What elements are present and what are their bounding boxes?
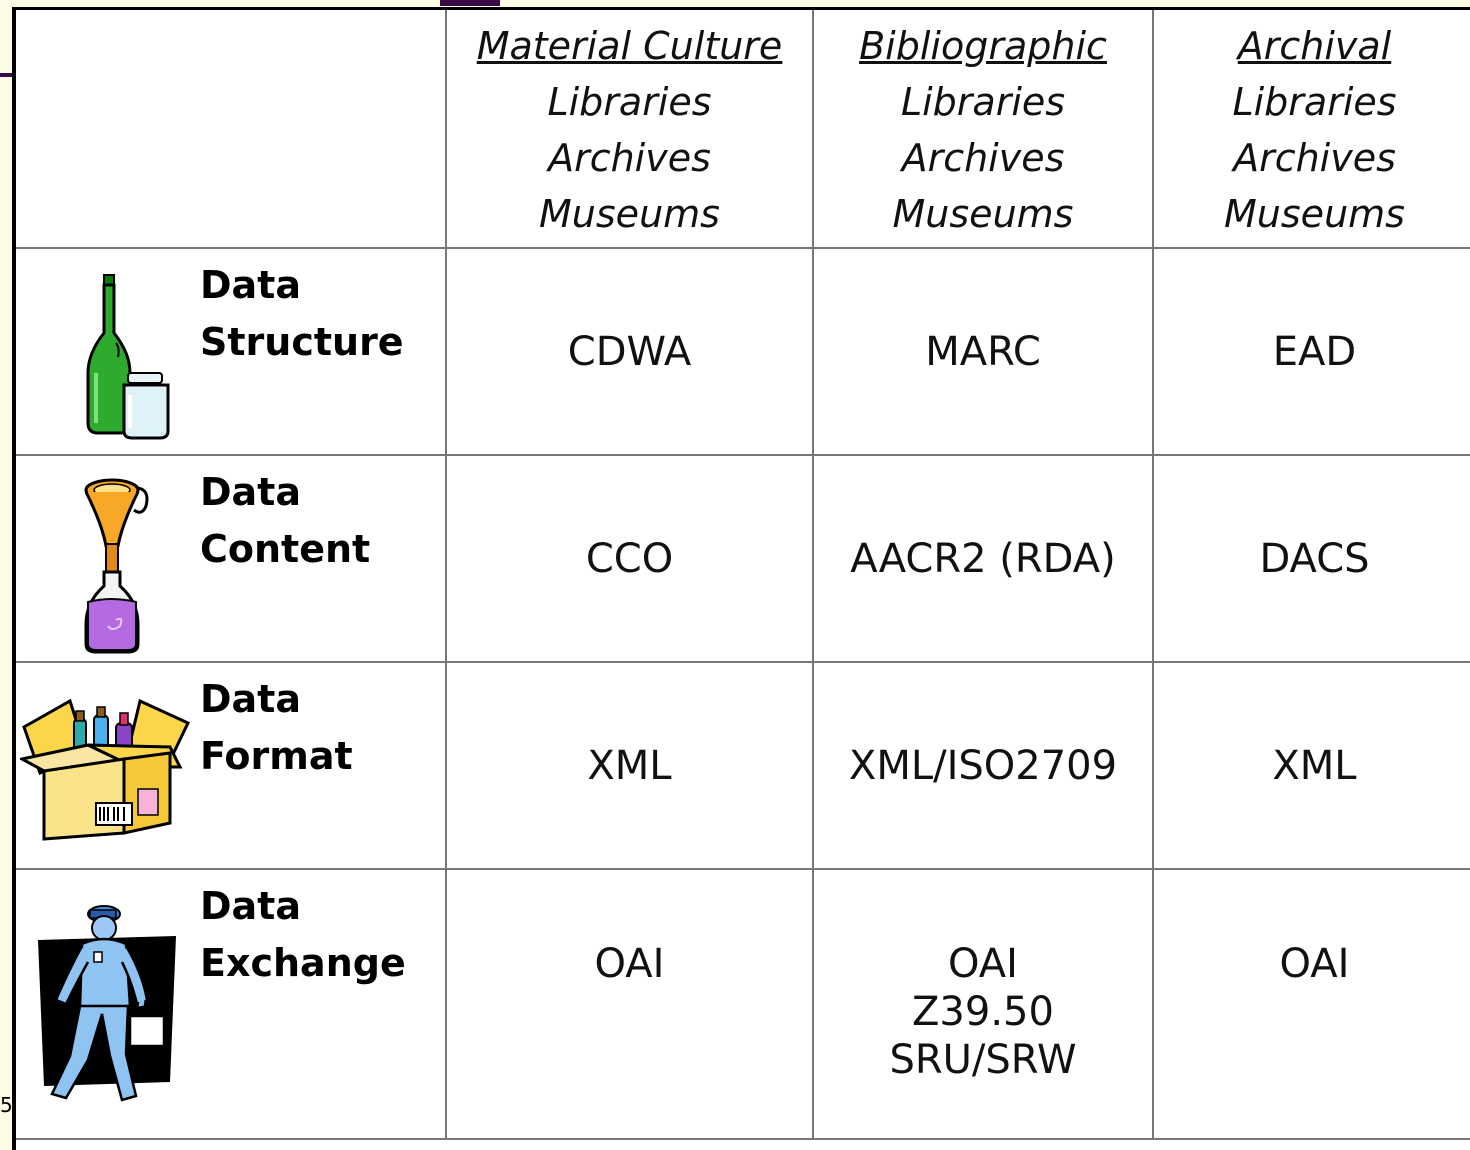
table-cell [446,869,813,1139]
table-cell [446,455,813,662]
institution-label: Libraries [900,79,1066,124]
row-label-line2: Structure [200,320,404,364]
row-label-line1: Data [200,677,301,721]
table-cell [813,869,1153,1139]
institution-label: Libraries [1232,79,1397,124]
slide-number: 5 [0,1093,13,1117]
institution-label: Archives [548,135,711,180]
column-header-bibliographic [813,10,1153,248]
table-row-data-structure [16,248,1470,455]
column-category: Archival [1237,23,1392,68]
column-category: Bibliographic [859,23,1107,68]
institution-label: Archives [901,135,1065,180]
corner-cell [16,10,446,248]
cell-value: MARC [925,328,1041,375]
column-header-material-culture [446,10,813,248]
cell-value: XML/ISO2709 [848,742,1118,789]
table-cell [1153,662,1470,869]
table-cell [446,662,813,869]
cell-value: EAD [1272,328,1357,375]
table-cell [446,248,813,455]
table-row-data-exchange [16,869,1470,1139]
row-label-line2: Format [200,734,353,778]
cell-value: XML [1272,742,1357,789]
row-label-cell [16,248,446,455]
row-label-cell [16,869,446,1139]
title-fragment-decoration [440,0,500,6]
institution-label: Museums [892,191,1074,236]
table-cell [813,248,1153,455]
cell-value: OAI [948,941,1018,987]
table-cell [1153,455,1470,662]
institution-label: Museums [539,191,720,236]
header-row [16,10,1470,248]
table-cell [813,662,1153,869]
row-label-line2: Exchange [200,941,406,985]
standards-table [16,10,1470,1140]
table-cell [1153,869,1470,1139]
cell-value: XML [587,742,672,789]
delivery-man-icon [26,896,186,1106]
column-header-archival [1153,10,1470,248]
institution-label: Museums [1224,191,1405,236]
institution-label: Archives [1233,135,1396,180]
bottle-and-jar-icon [74,273,174,443]
standards-table-container [12,7,1470,1150]
column-category: Material Culture [476,23,783,68]
table-cell [813,455,1153,662]
funnel-bottle-icon [76,476,156,656]
cell-value: CDWA [567,328,692,375]
cell-value: OAI [1279,941,1350,987]
cell-value: Z39.50 [912,989,1054,1035]
cell-value: AACR2 (RDA) [850,535,1116,582]
cell-value: CCO [585,535,674,582]
table-row-data-content [16,455,1470,662]
institution-label: Libraries [547,79,712,124]
row-label-line1: Data [200,884,301,928]
table-cell [1153,248,1470,455]
cell-value: DACS [1259,535,1370,582]
row-label-line1: Data [200,263,301,307]
row-label-cell [16,662,446,869]
cell-value: SRU/SRW [889,1037,1077,1083]
cell-value: OAI [594,941,665,987]
row-label-line2: Content [200,527,371,571]
packing-box-icon [20,693,192,843]
table-row-data-format [16,662,1470,869]
row-label-line1: Data [200,470,301,514]
row-label-cell [16,455,446,662]
